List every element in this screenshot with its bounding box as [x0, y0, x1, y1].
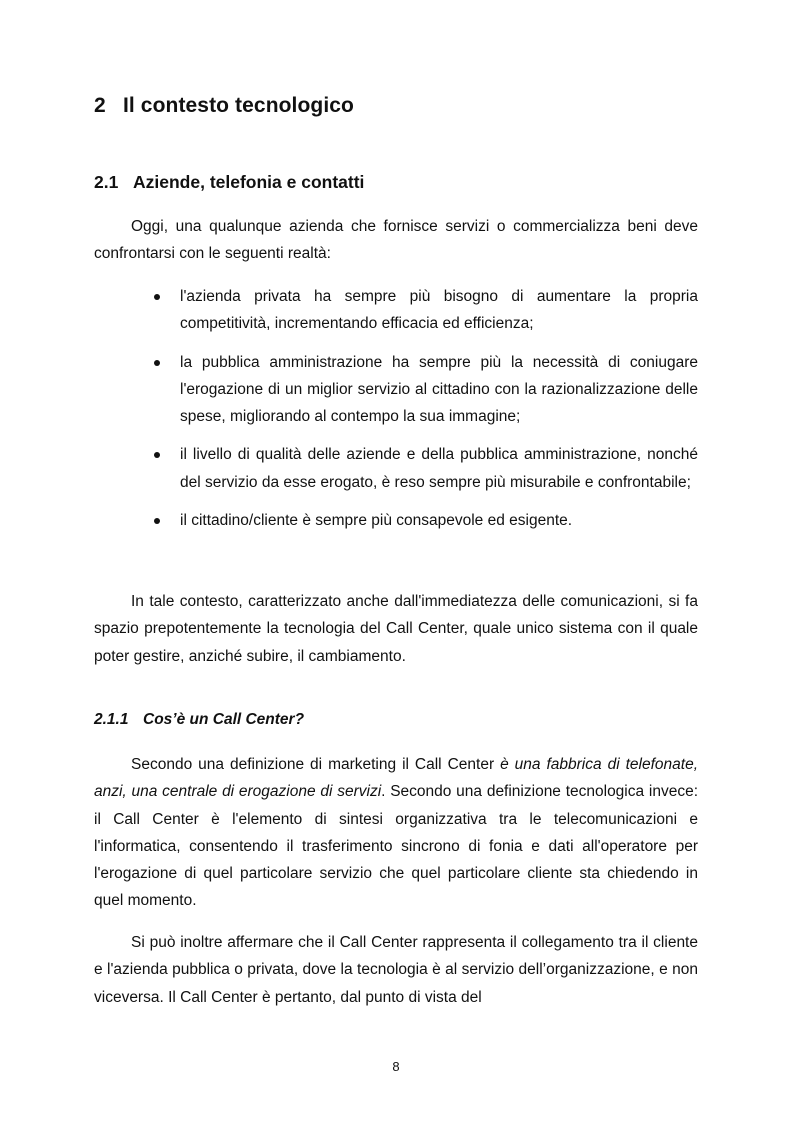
definition-text-end: . Secondo una definizione tecnologica invece: il Call Center è l'elemento di sintesi organizzativa tra le telecomunicazioni e l'informatica, consentendo il trasferimento sincrono di fonia e dati all'operatore per l'erogazione di quel particolare servizio che quel particolare cliente sta chiedendo in quel momento. [94, 783, 699, 910]
chapter-title: Il contesto tecnologico [123, 94, 354, 117]
bullet-text: la pubblica amministrazione ha sempre più la necessità di coniugare l'erogazione di un miglior servizio al cittadino con la razionalizzazione delle spese, migliorando al contempo la sua immagine; [180, 353, 698, 426]
bullet-text: l'azienda privata ha sempre più bisogno di aumentare la propria competitività, incrementando efficacia ed efficienza; [180, 288, 698, 333]
section-title: Aziende, telefonia e contatti [133, 172, 365, 192]
subsection-number: 2.1.1 [94, 711, 129, 728]
page-number: 8 [392, 1059, 400, 1074]
document-page [94, 0, 698, 1123]
bullet-icon [154, 518, 160, 524]
definition-text-start: Secondo una definizione di marketing il Call Center [131, 756, 501, 773]
context-paragraph: In tale contesto, caratterizzato anche dall'immediatezza delle comunicazioni, si fa spazio prepotentemente la tecnologia del Call Center, quale unico sistema con il quale poter gestire, anziché subire, il cambiamento. [94, 593, 698, 665]
section-number: 2.1 [94, 172, 119, 192]
subsection-heading [94, 711, 304, 729]
bullet-icon [154, 452, 160, 458]
intro-paragraph: Oggi, una qualunque azienda che fornisce servizi o commercializza beni deve confrontarsi con le seguenti realtà: [94, 218, 698, 263]
section-heading [94, 172, 364, 193]
chapter-heading [94, 94, 354, 118]
bullet-icon [154, 360, 160, 366]
chapter-number: 2 [94, 94, 106, 117]
bullet-text: il cittadino/cliente è sempre più consapevole ed esigente. [180, 512, 573, 530]
bullet-list [94, 283, 698, 545]
definition-paragraph [94, 751, 698, 915]
bullet-item [94, 283, 698, 338]
bullet-item [94, 349, 698, 431]
bullet-item [94, 507, 698, 534]
subsection-title: Cos’è un Call Center? [143, 711, 305, 728]
bullet-item [94, 441, 698, 496]
bullet-text: il livello di qualità delle aziende e della pubblica amministrazione, nonché del servizio da esse erogato, è reso sempre più misurabile e confrontabile; [180, 446, 698, 491]
last-paragraph: Si può inoltre affermare che il Call Center rappresenta il collegamento tra il cliente e l'azienda pubblica o privata, dove la tecnologia è al servizio dell’organizzazione, e non viceversa. Il Call Center è pertanto, dal punto di vista del [94, 934, 698, 1006]
bullet-icon [154, 294, 160, 300]
definition-emphasis: è una fabbrica di telefonate, anzi, una centrale di erogazione di servizi [94, 756, 698, 801]
